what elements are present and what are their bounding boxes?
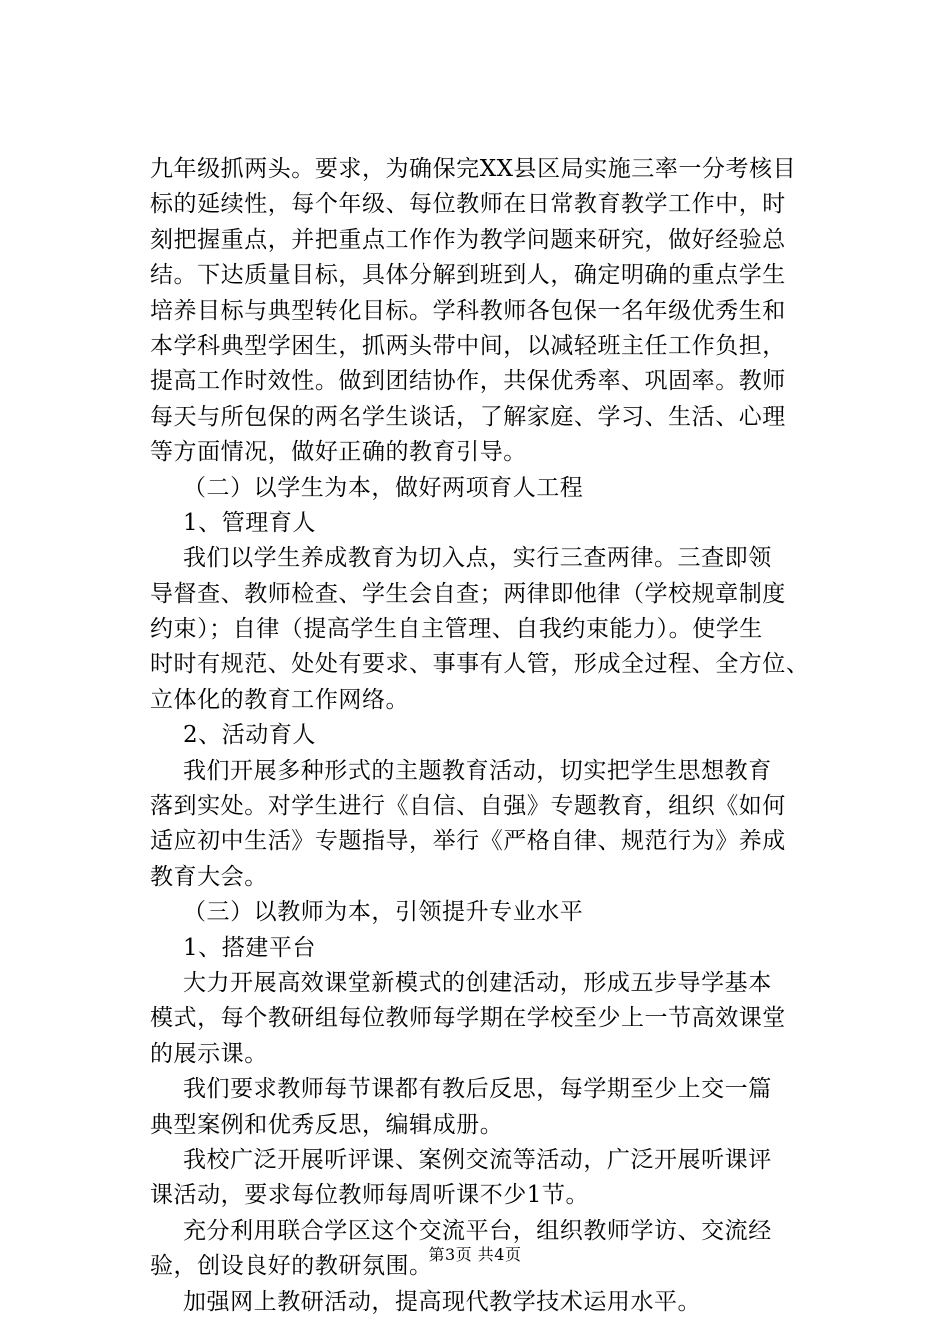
body-line: 约束）；自律（提高学生自主管理、自我约束能力）。使学生 <box>150 616 763 643</box>
body-line: 结。下达质量目标，具体分解到班到人，确定明确的重点学生 <box>150 262 786 289</box>
body-line: 九年级抓两头。要求，为确保完XX县区局实施三率一分考核目 <box>150 156 797 182</box>
body-line: 本学科典型学困生，抓两头带中间，以减轻班主任工作负担， <box>150 332 786 359</box>
body-line: 刻把握重点，并把重点工作作为教学问题来研究，做好经验总 <box>150 226 786 253</box>
paragraph-first-line: 我们以学生养成教育为切入点，实行三查两律。三查即领 <box>183 545 772 572</box>
body-line: 适应初中生活》专题指导，举行《严格自律、规范行为》养成 <box>150 828 786 855</box>
paragraph-first-line: 加强网上教研活动，提高现代教学技术运用水平。 <box>183 1288 702 1315</box>
document-body <box>150 152 840 1320</box>
paragraph-first-line: 我们开展多种形式的主题教育活动，切实把学生思想教育 <box>183 757 772 784</box>
subsection-heading: 1、搭建平台 <box>183 934 316 961</box>
body-line: 模式，每个教研组每位教师每学期在学校至少上一节高效课堂 <box>150 1005 786 1032</box>
body-line: 课活动，要求每位教师每周听课不少1节。 <box>150 1182 590 1209</box>
body-line: 教育大会。 <box>150 863 268 890</box>
section-heading: （三）以教师为本，引领提升专业水平 <box>183 899 584 926</box>
body-line: 立体化的教育工作网络。 <box>150 686 410 713</box>
paragraph-first-line: 大力开展高效课堂新模式的创建活动，形成五步导学基本 <box>183 969 772 996</box>
paragraph-first-line: 我们要求教师每节课都有教后反思，每学期至少上交一篇 <box>183 1076 772 1103</box>
section-heading: （二）以学生为本，做好两项育人工程 <box>183 474 584 501</box>
body-line: 时时有规范、处处有要求、事事有人管，形成全过程、全方位、 <box>150 651 810 678</box>
body-line: 每天与所包保的两名学生谈话，了解家庭、学习、生活、心理 <box>150 403 786 430</box>
paragraph-first-line: 充分利用联合学区这个交流平台，组织教师学访、交流经 <box>183 1217 772 1244</box>
subsection-heading: 1、管理育人 <box>183 509 316 536</box>
subsection-heading: 2、活动育人 <box>183 722 316 749</box>
body-line: 提高工作时效性。做到团结协作，共保优秀率、巩固率。教师 <box>150 368 786 395</box>
body-line: 培养目标与典型转化目标。学科教师各包保一名年级优秀生和 <box>150 297 786 324</box>
body-line: 等方面情况，做好正确的教育引导。 <box>150 439 527 466</box>
body-line: 的展示课。 <box>150 1040 268 1067</box>
body-line: 典型案例和优秀反思，编辑成册。 <box>150 1111 504 1138</box>
paragraph-first-line: 我校广泛开展听评课、案例交流等活动，广泛开展听课评 <box>183 1146 772 1173</box>
body-line: 落到实处。对学生进行《自信、自强》专题教育，组织《如何 <box>150 793 786 820</box>
body-line: 验，创设良好的教研氛围。 <box>150 1253 433 1280</box>
body-line: 标的延续性，每个年级、每位教师在日常教育教学工作中，时 <box>150 191 786 218</box>
body-line: 导督查、教师检查、学生会自查；两律即他律（学校规章制度 <box>150 580 786 607</box>
page-number-footer: 第3页 共4页 <box>428 1245 522 1264</box>
